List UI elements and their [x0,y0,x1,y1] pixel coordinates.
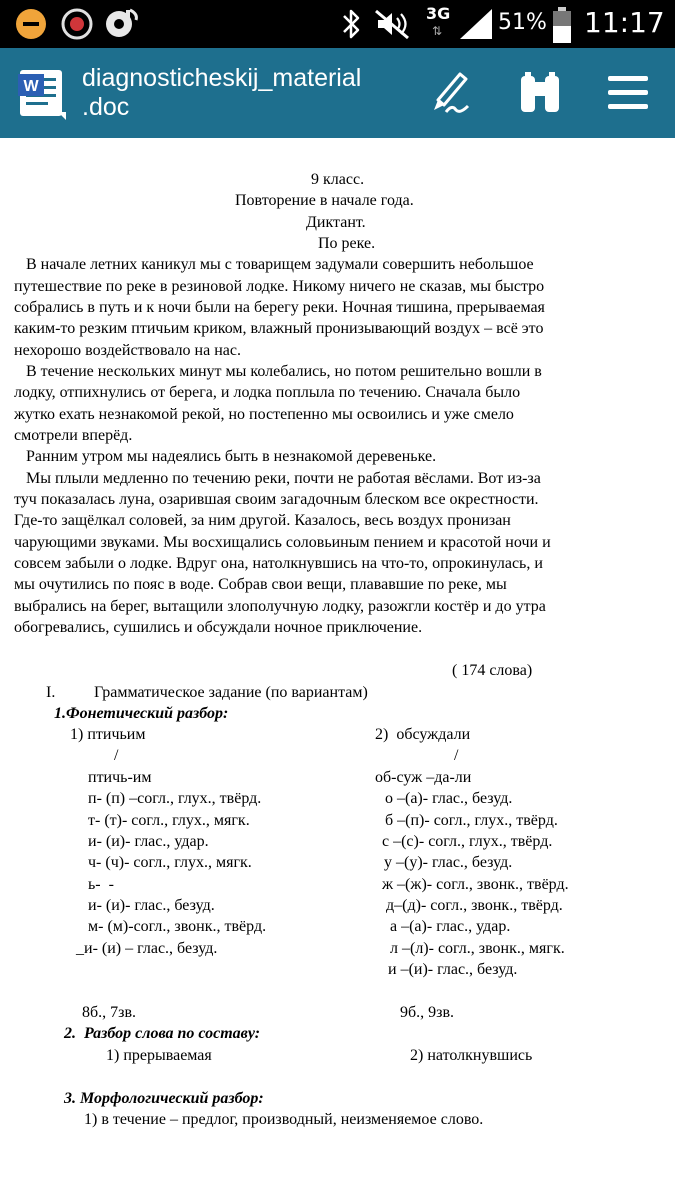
word-doc-icon[interactable] [18,68,68,120]
morph-line: 1) в течение – предлог, производный, неизменяемое слово. [84,1111,484,1128]
section-number: I. [46,684,56,701]
text-line: каким-то резким птичьим криком, влажный пронизывающий воздух – всё это [14,320,544,337]
network-arrows: ⇅ [432,24,443,38]
composition-title: 2. Разбор слова по составу: [64,1025,261,1042]
network-type: 3G [426,4,451,23]
text-line: Мы плыли медленно по течению реки, почти не работая вёслами. Вот из-за [14,470,541,487]
text-line: выбрались на берег, вытащили злополучную лодку, разожгли костёр и до утра [14,598,546,615]
phonetic-right-row: у –(у)- глас., безуд. [384,854,513,871]
text-line: смотрели вперёд. [14,427,133,444]
phonetic-left-syllables: птичь-им [88,769,152,786]
phonetic-right-row: ж –(ж)- согл., звонк., твёрд. [382,876,569,893]
media-icon [104,7,140,41]
document-title-line1: diagnosticheskij_material [82,64,362,92]
section-title: Грамматическое задание (по вариантам) [94,684,368,701]
text-line: Где-то защёлкал соловей, за ним другой. Казалось, весь воздух пронизан [14,512,511,529]
battery-icon [552,7,572,43]
text-line: нехорошо воздействовало на нас. [14,342,241,359]
text-line: собрались в путь и к ночи были на берегу реки. Ночная тишина, прерываемая [14,299,545,316]
phonetic-left-row: ь- - [88,876,114,893]
phonetic-right-row: а –(а)- глас., удар. [390,918,511,935]
menu-icon[interactable] [606,72,654,114]
text-line: В начале летних каникул мы с товарищем задумали совершить небольшое [14,256,534,273]
text-line: жутко ехать незнакомой рекой, но постепенно мы освоились и уже смело [14,406,514,423]
text-line: В течение нескольких минут мы колебались, но потом решительно вошли в [14,363,542,380]
text-line: Ранним утром мы надеялись быть в незнакомой деревеньке. [14,448,437,465]
phonetic-left-row: и- (и)- глас., безуд. [88,897,215,914]
heading-title: По реке. [318,235,376,252]
mute-icon [372,7,412,41]
text-line: путешествие по реке в резиновой лодке. Никому ничего не сказав, мы быстро [14,278,545,295]
phonetic-right-word: 2) обсуждали [375,726,471,743]
phonetic-left-row: м- (м)-согл., звонк., твёрд. [88,918,267,935]
word-count: ( 174 слова) [452,662,533,679]
phonetic-title: 1.Фонетический разбор: [54,705,229,722]
document-title-line2: .doc [82,93,130,121]
document-page[interactable] [0,138,675,1200]
battery-percent: 51% [498,10,547,35]
heading-type: Диктант. [306,214,366,231]
app-toolbar [0,48,675,138]
signal-icon [458,7,494,41]
record-icon [60,7,94,41]
phonetic-right-row: б –(п)- согл., глух., твёрд. [385,812,558,829]
pen-edit-icon[interactable] [424,68,474,118]
phonetic-right-row: с –(с)- согл., глух., твёрд. [382,833,553,850]
text-line: чарующими звуками. Мы восхищались соловьиным пением и красотой ночи и [14,534,551,551]
phonetic-right-row: о –(а)- глас., безуд. [385,790,513,807]
binoculars-search-icon[interactable] [515,70,565,118]
phonetic-left-stress: / [114,747,119,764]
morph-title: 3. Морфологический разбор: [64,1090,264,1107]
app-notification-icon [14,7,48,41]
text-line: совсем забыли о лодке. Вдруг она, натолкнувшись на что-то, опрокинулась, и [14,555,543,572]
phonetic-left-word: 1) птичьим [70,726,146,743]
clock: 11:17 [584,6,665,39]
text-line: мы очутились по пояс в воде. Собрав свои вещи, плававшие по реке, мы [14,576,507,593]
phonetic-left-row: ч- (ч)- согл., глух., мягк. [88,854,252,871]
text-line: туч показалась луна, озарившая своим загадочным блеском все окрестности. [14,491,539,508]
bluetooth-icon [338,7,364,41]
phonetic-left-total: 8б., 7зв. [82,1004,137,1021]
phonetic-right-row: д–(д)- согл., звонк., твёрд. [386,897,563,914]
phonetic-left-row: _и- (и) – глас., безуд. [76,940,218,957]
phonetic-left-row: п- (п) –согл., глух., твёрд. [88,790,262,807]
text-line: лодку, отпихнулись от берега, и лодка поплыла по течению. Сначала было [14,384,521,401]
status-bar [0,0,675,48]
phonetic-left-row: и- (и)- глас., удар. [88,833,209,850]
composition-left: 1) прерываемая [106,1047,212,1064]
composition-right: 2) натолкнувшись [410,1047,533,1064]
phonetic-right-total: 9б., 9зв. [400,1004,455,1021]
phonetic-right-stress: / [454,747,459,764]
heading-grade: 9 класс. [311,171,365,188]
document-title [82,64,361,122]
svg-text:W: W [23,78,39,95]
phonetic-right-syllables: об-суж –да-ли [375,769,472,786]
heading-subtitle: Повторение в начале года. [235,192,414,209]
text-line: обогревались, сушились и обсуждали ночное приключение. [14,619,423,636]
phonetic-right-row: л –(л)- согл., звонк., мягк. [390,940,565,957]
phonetic-left-row: т- (т)- согл., глух., мягк. [88,812,250,829]
phonetic-right-row: и –(и)- глас., безуд. [388,961,518,978]
